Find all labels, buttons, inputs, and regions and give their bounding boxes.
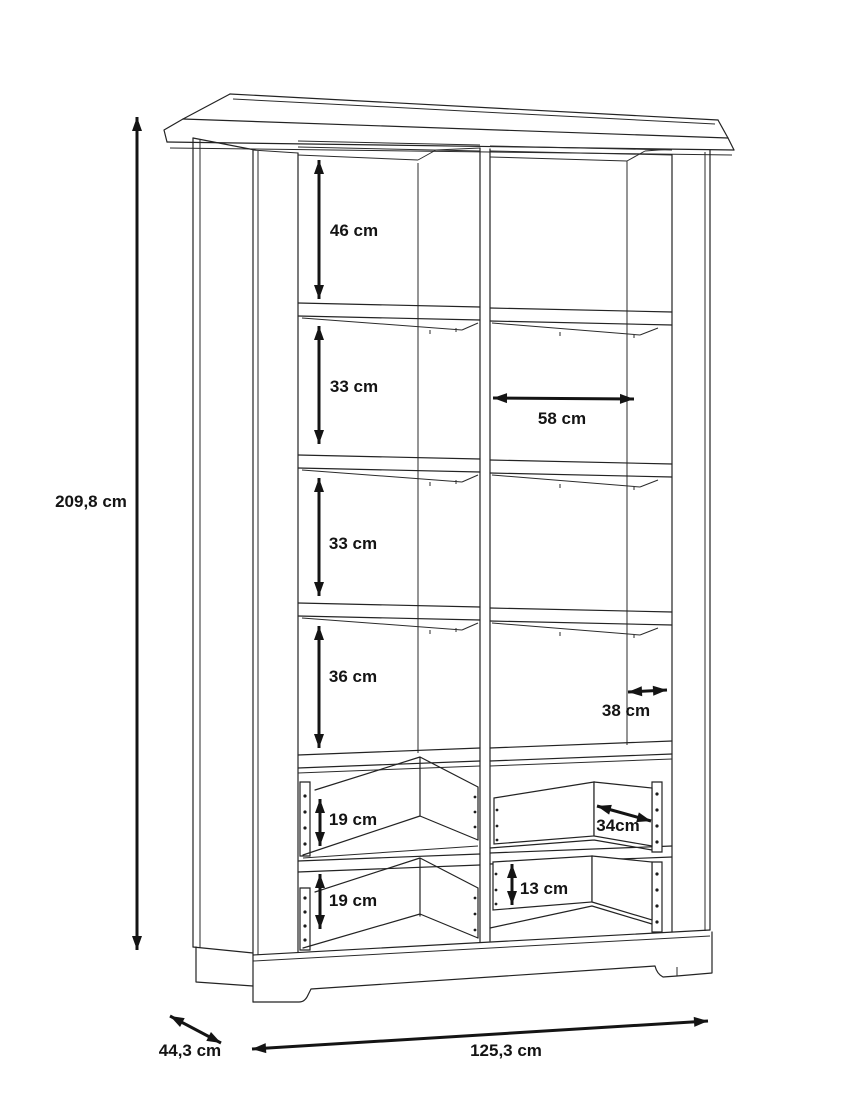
dim-compartment-2 — [319, 326, 378, 444]
top-rail — [298, 141, 672, 161]
dim-drawer-right-depth-label: 34cm — [596, 816, 640, 835]
dim-overall-height — [55, 117, 137, 950]
dim-drawer-left-bottom-label: 19 cm — [328, 891, 378, 910]
dim-compartment-4-label: 36 cm — [328, 667, 378, 686]
dimension-annotations — [55, 117, 708, 1060]
center-divider — [480, 148, 490, 942]
dim-right-inner-width-label: 58 cm — [537, 409, 587, 428]
dim-compartment-2-label: 33 cm — [329, 377, 379, 396]
crown-molding — [164, 94, 734, 155]
dim-drawer-left-top — [320, 799, 377, 846]
dim-compartment-3 — [319, 478, 377, 596]
dim-width — [252, 1021, 708, 1060]
dim-width-label: 125,3 cm — [470, 1041, 542, 1060]
dim-drawer-right-bottom-label: 13 cm — [519, 879, 569, 898]
drawer-left-bottom — [300, 858, 478, 950]
drawer-right-bottom — [490, 856, 662, 932]
dim-right-inner-width — [493, 398, 634, 428]
dim-drawer-left-bottom — [320, 874, 377, 929]
dim-right-inner-depth-label: 38 cm — [601, 701, 651, 720]
cabinet-line-art — [164, 94, 734, 1002]
dim-overall-height-label: 209,8 cm — [55, 492, 127, 511]
dim-compartment-3-label: 33 cm — [328, 534, 378, 553]
left-side-panel — [193, 138, 255, 986]
back-corner-lines — [418, 161, 627, 753]
dim-compartment-1-label: 46 cm — [329, 221, 379, 240]
dim-depth-label: 44,3 cm — [158, 1041, 222, 1060]
dim-depth — [159, 1016, 221, 1060]
base-plinth — [253, 930, 712, 1002]
dim-right-inner-depth — [602, 690, 667, 720]
dim-compartment-4 — [319, 626, 377, 748]
dim-compartment-1 — [319, 160, 378, 299]
dim-drawer-left-top-label: 19 cm — [328, 810, 378, 829]
